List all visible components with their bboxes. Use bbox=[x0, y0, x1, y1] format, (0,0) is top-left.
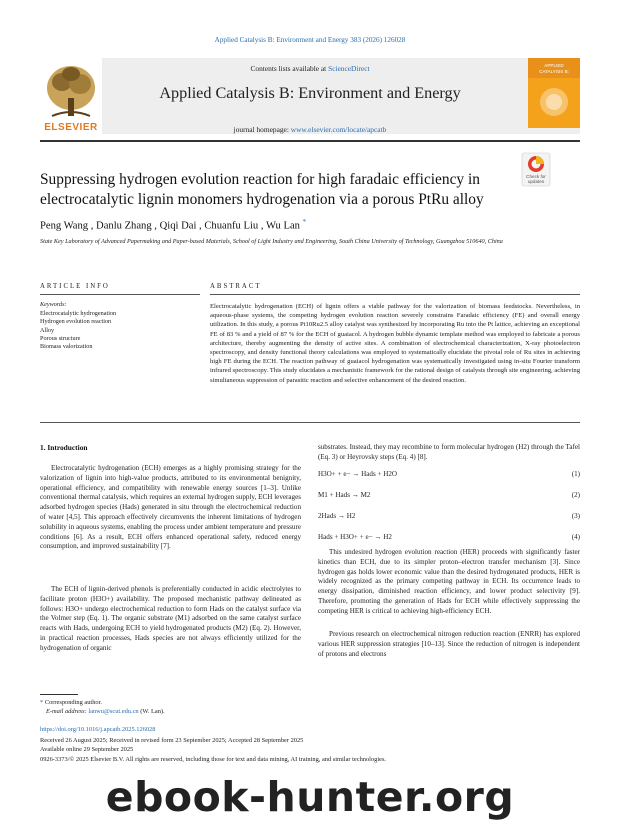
watermark-text: ebook-hunter.org bbox=[105, 773, 515, 821]
abstract-heading: ABSTRACT bbox=[210, 283, 262, 290]
article-dates bbox=[40, 736, 386, 764]
intro-paragraph: Electrocatalytic hydrogenation (ECH) emerges as a highly promising strategy for the valorization of lignin into high-value products, attributed to its environmental benignity, operational efficiency, and compatibility with renewable energy sources [1–3]. Unlike conventional thermal catalysis, which requires an external hydrogen supply, ECH leverages adsorbed hydrogen species (Hads) generated in situ through the electrochemical reduction of water [4,5]. This approach effectively circumvents the inherent limitations of hydrogen solubility in aqueous systems, enabling the process under ambient temperature and pressure conditions [6]. As a result, ECH offers enhanced operational safety, reduced energy consumption, and improved sustainability [7]. bbox=[40, 464, 301, 551]
journal-homepage-line bbox=[110, 125, 510, 134]
equation-expression: H3O+ + e− → Hads + H2O bbox=[318, 470, 398, 478]
article-info-heading: ARTICLE INFO bbox=[40, 283, 110, 290]
cover-title-line1: APPLIED bbox=[544, 63, 564, 68]
introduction-heading: 1. Introduction bbox=[40, 443, 88, 452]
masthead-divider bbox=[40, 140, 580, 142]
check-for-updates-label[interactable]: Check for updates bbox=[526, 174, 546, 184]
article-info-divider bbox=[40, 294, 200, 295]
equation-expression: M1 + Hads → M2 bbox=[318, 491, 371, 499]
intro-paragraph: substrates. Instead, they may recombine to form molecular hydrogen (H2) through the Tafel (Eq. 3) or Heyrovsky steps (Eq. 4) [8]. bbox=[318, 443, 580, 461]
journal-citation-link[interactable]: Applied Catalysis B: Environment and Energy 383 (2026) 126028 bbox=[214, 36, 406, 44]
author-affiliation: State Key Laboratory of Advanced Papermaking and Paper-based Materials, School of Light Industry and Engineering, South China University of Technology, Guangzhou 510640, China bbox=[40, 238, 503, 245]
keywords-list bbox=[40, 310, 116, 351]
equation-3 bbox=[318, 512, 580, 520]
email-label: E-mail address: bbox=[46, 708, 87, 715]
equation-number: (1) bbox=[571, 470, 580, 478]
equation-2 bbox=[318, 491, 580, 499]
copyright-line: 0926-3373/© 2025 Elsevier B.V. All rights are reserved, including those for text and data mining, AI training, and similar technologies. bbox=[40, 755, 387, 763]
author-name[interactable]: Danlu Zhang bbox=[96, 220, 152, 232]
author-email-link[interactable]: lanwu@scut.edu.cn bbox=[88, 708, 139, 715]
equation-1 bbox=[318, 470, 580, 478]
corresponding-author-footnote bbox=[40, 698, 165, 716]
received-dates: Received 26 August 2025; Received in revised form 23 September 2025; Accepted 28 September 2025 bbox=[40, 737, 304, 744]
equation-expression: Hads + H3O+ + e− → H2 bbox=[318, 533, 392, 541]
keyword-item: Hydrogen evolution reaction bbox=[40, 318, 112, 326]
contents-line bbox=[110, 64, 510, 73]
equation-number: (4) bbox=[571, 533, 580, 541]
author-list: Peng Wang , Danlu Zhang , Qiqi Dai , Chuanfu Liu , Wu Lan * bbox=[40, 218, 307, 232]
intro-paragraph: The ECH of lignin-derived phenols is preferentially conducted in acidic electrolytes to facilitate proton (H3O+) availability. The proposed mechanistic pathway delineated as follows: H3O+ undergo electrochemical reduction to form Hads on the catalyst surface via the Volmer step (Eq. 1). The organic substrate (M1) adsorbed on the same catalyst surface reacts with Hads, undergoing ECH to yield hydrogenated products (M2) (Eq. 2). However, in practical reaction processes, Hads species are not always efficiently utilized for the hydrogenation of organic bbox=[40, 585, 301, 652]
corresponding-label: Corresponding author. bbox=[44, 699, 102, 706]
intro-paragraph: This undesired hydrogen evolution reaction (HER) proceeds with significantly faster kinetics than ECH, due to its simpler proton–electron transfer mechanism [3]. Since hydrogen gas holds lower economic value than the desired hydrogenated products, HER is widely recognized as the primary competing pathway in ECH. Its occurrence leads to energy dissipation, diminished reaction efficiency, and lower product selectivity [9]. Therefore, promoting the generation of Hads for ECH while effectively suppressing the competing HER is critical to achieving high-efficiency ECH. bbox=[318, 548, 580, 615]
keyword-item: Porous structure bbox=[40, 334, 81, 342]
footnote-star: * bbox=[40, 699, 44, 706]
doi-link[interactable]: https://doi.org/10.1016/j.apcatb.2025.126028 bbox=[40, 726, 156, 733]
footnote-divider bbox=[40, 694, 78, 695]
author-name[interactable]: Qiqi Dai bbox=[159, 220, 197, 232]
available-online-date: Available online 29 September 2025 bbox=[40, 746, 134, 754]
keywords-label: Keywords: bbox=[40, 301, 67, 308]
elsevier-wordmark: ELSEVIER bbox=[44, 122, 98, 133]
journal-cover-image bbox=[528, 58, 580, 128]
abstract-divider bbox=[210, 294, 580, 295]
author-name[interactable]: Wu Lan bbox=[265, 220, 300, 232]
cover-title-line2: CATALYSIS B: bbox=[539, 69, 569, 74]
keyword-item: Electrocatalytic hydrogenation bbox=[40, 310, 117, 317]
journal-title: Applied Catalysis B: Environment and Energy bbox=[159, 84, 461, 102]
journal-homepage-link[interactable]: www.elsevier.com/locate/apcatb bbox=[290, 125, 387, 134]
author-name[interactable]: Peng Wang bbox=[40, 220, 89, 232]
article-title: Suppressing hydrogen evolution reaction for high faradaic efficiency in electrocatalytic lignin monomers hydrogenation via a porous PtRu alloy bbox=[40, 171, 484, 208]
corresponding-author-mark[interactable]: * bbox=[302, 218, 307, 226]
homepage-prefix: journal homepage: bbox=[233, 125, 289, 134]
author-name[interactable]: Chuanfu Liu bbox=[204, 220, 259, 232]
equation-number: (2) bbox=[571, 491, 580, 499]
equation-number: (3) bbox=[571, 512, 580, 520]
keyword-item: Alloy bbox=[40, 326, 55, 334]
sciencedirect-link[interactable]: ScienceDirect bbox=[328, 64, 370, 73]
abstract-bottom-divider bbox=[40, 422, 580, 423]
intro-paragraph: Previous research on electrochemical nitrogen reduction reaction (ENRR) has explored various HER suppression strategies [10–13]. Since the reduction of nitrogen is independent of protons and electrons bbox=[318, 630, 580, 658]
email-suffix: (W. Lan). bbox=[140, 708, 165, 715]
contents-prefix: Contents lists available at bbox=[250, 64, 327, 73]
equation-expression: 2Hads → H2 bbox=[318, 512, 356, 520]
abstract-text: Electrocatalytic hydrogenation (ECH) of lignin offers a viable pathway for the valorization of biomass feedstocks. Nevertheless, in aqueous-phase systems, the competing hydrogen evolution reaction severely constrains Faradaic efficiency (FE) and overall energy utilization. In this study, a porous Pt10Ru2.5 alloy catalyst was synthesized by incorporating Ru into the Pt lattice, achieving an exceptional FE of 83 % and a yield of 87 % for the ECH of guaiacol. A hydrogen bubble dynamic template method was employed to fabricate a porous architecture, thereby augmenting the density of active sites. A combination of electrochemical characterization, X-ray photoelectron spectroscopy, and density functional theory calculations was employed to systematically elucidate the pivotal role of Ru sites in achieving high FE during the ECH. The reaction pathway of guaiacol hydrogenation was systematically investigated using in-situ Fourier transform infrared spectroscopy. This study elucidates a mechanistic framework for the rational design of catalysts through site engineering, achieving simultaneous suppression of parasitic reaction and selective enhancement of the desired reaction. bbox=[210, 303, 580, 384]
equation-4 bbox=[318, 533, 580, 541]
keyword-item: Biomass valorization bbox=[40, 343, 93, 351]
